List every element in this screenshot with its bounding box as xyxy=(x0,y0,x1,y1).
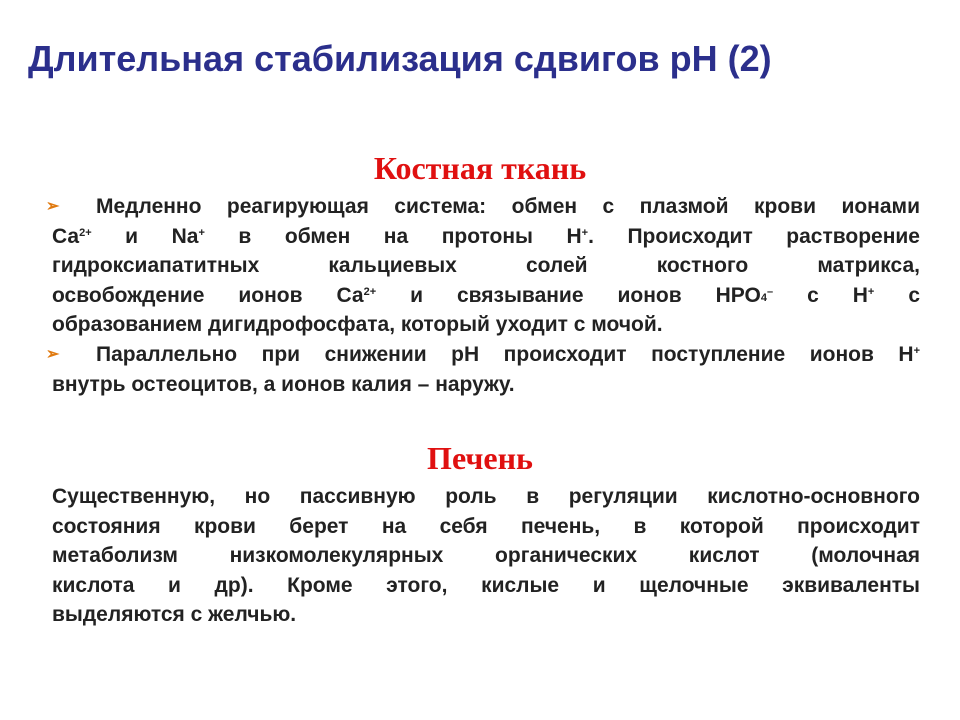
text-line: кислота и др). Кроме этого, кислые и щелочные эквиваленты xyxy=(52,573,920,597)
text-line: выделяются с желчью. xyxy=(52,603,297,626)
arrow-bullet-icon: ➢ xyxy=(46,198,60,215)
text-line: метаболизм низкомолекулярных органических кислот (молочная xyxy=(52,544,920,567)
text-line: $Са^{2+}$ и Na+ в обмен на протоны Н+. Происходит растворение xyxy=(52,224,920,248)
liver-paragraph xyxy=(52,482,920,630)
bone-bullet-1 xyxy=(46,192,920,340)
arrow-bullet-icon: ➢ xyxy=(46,346,60,363)
text-line: образованием дигидрофосфата, который уходит с мочой. xyxy=(52,313,663,336)
text-line: гидроксиапатитных кальциевых солей костного матрикса, xyxy=(52,254,920,277)
text-line: Медленно реагирующая система: обмен с плазмой крови ионами xyxy=(96,195,920,218)
text-line: состояния крови берет на себя печень, в которой происходит xyxy=(52,514,920,538)
text-line: внутрь остеоцитов, а ионов калия – наружу. xyxy=(52,372,515,396)
liver-heading: Печень xyxy=(427,440,533,476)
page-title: Длительная стабилизация сдвигов рН (2) xyxy=(28,38,772,79)
bone-bullet-2 xyxy=(46,340,920,399)
bone-heading: Костная ткань xyxy=(373,150,587,186)
text-line: Существенную, но пассивную роль в регуляции кислотно-основного xyxy=(52,485,920,508)
text-line: освобождение ионов $Са^{2+}$ и связывание ионов $НРО_4^-$ с Н+ с xyxy=(52,283,920,307)
text-line: Параллельно при снижении рН происходит поступление ионов Н+ xyxy=(96,343,920,366)
